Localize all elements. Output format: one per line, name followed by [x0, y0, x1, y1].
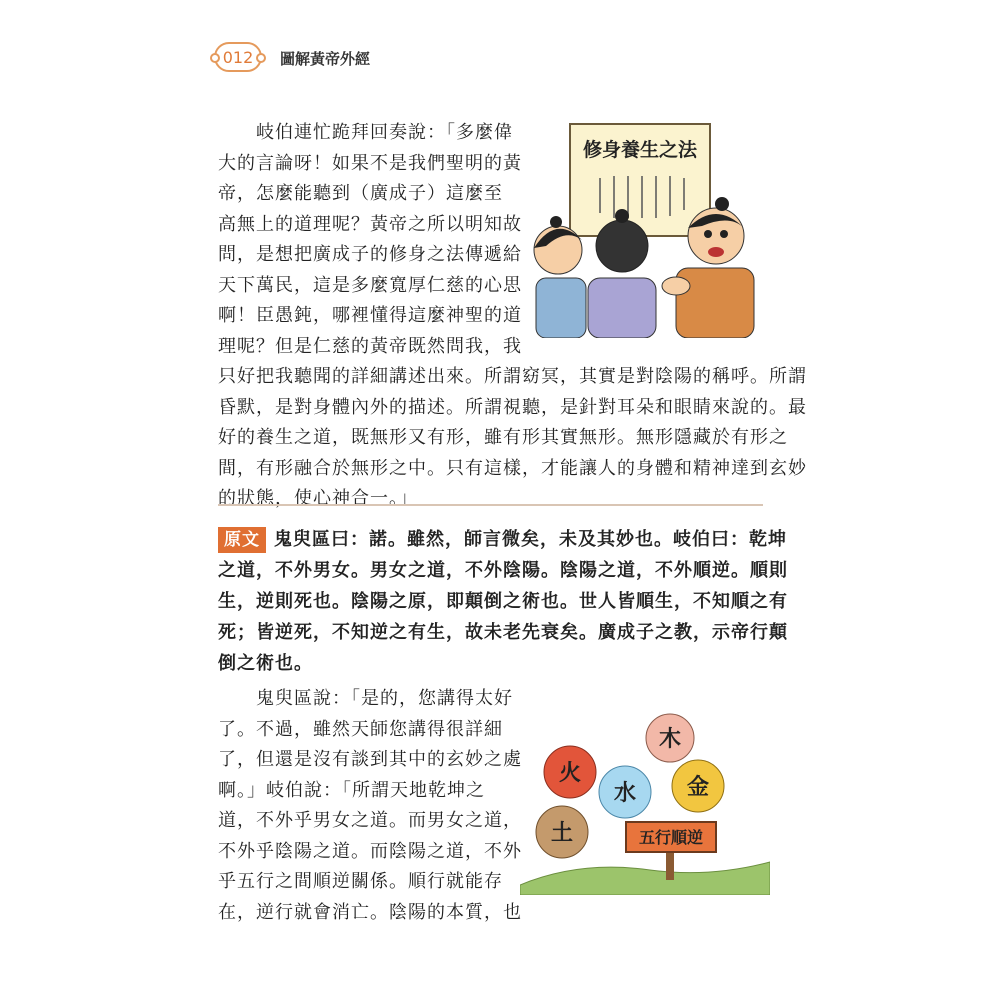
paragraph-3: [218, 684, 522, 928]
text-line: 高無上的道理呢？黃帝之所以明知故: [218, 213, 522, 235]
text-line: 不外乎陰陽之道。而陰陽之道，不外: [218, 840, 522, 862]
cloud-fire: [544, 746, 596, 798]
section-divider: [218, 504, 763, 506]
page-number: 012: [222, 47, 254, 67]
cloud-wood: [646, 714, 694, 762]
text-line: 好的養生之道，既無形又有形，雖有形其實無形。無形隱藏於有形之: [218, 427, 788, 448]
cloud-earth: [536, 806, 588, 858]
text-line: 啊。」岐伯說：「所謂天地乾坤之: [218, 779, 485, 801]
text-line: 問，是想把廣成子的修身之法傳遞給: [218, 244, 522, 265]
text-line: 天下萬民，這是多麼寬厚仁慈的心思: [218, 274, 522, 296]
svg-text:木: 木: [658, 726, 682, 752]
original-text-block: [218, 524, 788, 679]
paragraph-2: [218, 362, 807, 515]
svg-text:土: 土: [550, 820, 574, 846]
text-line: 理呢？但是仁慈的黃帝既然問我，我: [218, 335, 522, 357]
text-line: 了，但還是沒有談到其中的玄妙之處: [218, 749, 522, 770]
text-line: 岐伯連忙跪拜回奏說：「多麼偉: [218, 122, 513, 143]
text-line: 在，逆行就會消亡。陰陽的本質，也: [218, 901, 522, 923]
text-line: 乎五行之間順逆關係。順行就能存: [218, 871, 503, 892]
text-line: 昏默，是對身體內外的描述。所謂視聽，是針對耳朵和眼睛來說的。最: [218, 396, 807, 418]
text-line: [218, 524, 788, 555]
text-line: 了。不過，雖然天師您講得很詳細: [218, 718, 503, 740]
svg-text:水: 水: [613, 780, 637, 806]
text-line: 倒之術也。: [218, 653, 313, 674]
text-line: 啊！臣愚鈍，哪裡懂得這麼神聖的道: [218, 305, 522, 326]
text-line: 之道，不外男女。男女之道，不外陰陽。陰陽之道，不外順逆。順則: [218, 560, 788, 581]
svg-text:火: 火: [558, 760, 582, 786]
text-line: 只好把我聽聞的詳細講述出來。所謂窈冥，其實是對陰陽的稱呼。所謂: [218, 366, 807, 387]
text-line: 死；皆逆死，不知逆之有生，故未老先衰矣。廣成子之教，示帝行顛: [218, 622, 788, 643]
book-title: 圖解黃帝外經: [280, 50, 371, 68]
page-header: [214, 40, 774, 76]
text-line: 生，逆則死也。陰陽之原，即顛倒之術也。世人皆順生，不知順之有: [218, 591, 788, 612]
text-line: 鬼臾區說：「是的，您講得太好: [218, 688, 513, 709]
cloud-metal: [672, 760, 724, 812]
scroll-title: 修身養生之法: [582, 139, 698, 161]
original-first-line: 鬼臾區曰：諾。雖然，師言微矣，未及其妙也。岐伯曰：乾坤: [274, 529, 787, 550]
illustration-scholars-scroll: [526, 118, 766, 338]
cloud-water: [599, 766, 651, 818]
text-line: 間，有形融合於無形之中。只有這樣，才能讓人的身體和精神達到玄妙: [218, 457, 807, 479]
text-line: 大的言論呀！如果不是我們聖明的黃: [218, 152, 522, 174]
page-number-badge: [214, 42, 262, 72]
paragraph-1: [218, 118, 522, 362]
original-text-tag: 原文: [218, 527, 266, 553]
illustration-five-elements: [520, 710, 770, 895]
text-line: 道，不外乎男女之道。而男女之道，: [218, 810, 522, 831]
svg-text:五行順逆: 五行順逆: [638, 828, 704, 847]
text-line: 帝，怎麼能聽到（廣成子）這麼至: [218, 183, 503, 204]
text-line: 的狀態，使心神合一。」: [218, 488, 418, 509]
svg-text:金: 金: [686, 774, 710, 800]
